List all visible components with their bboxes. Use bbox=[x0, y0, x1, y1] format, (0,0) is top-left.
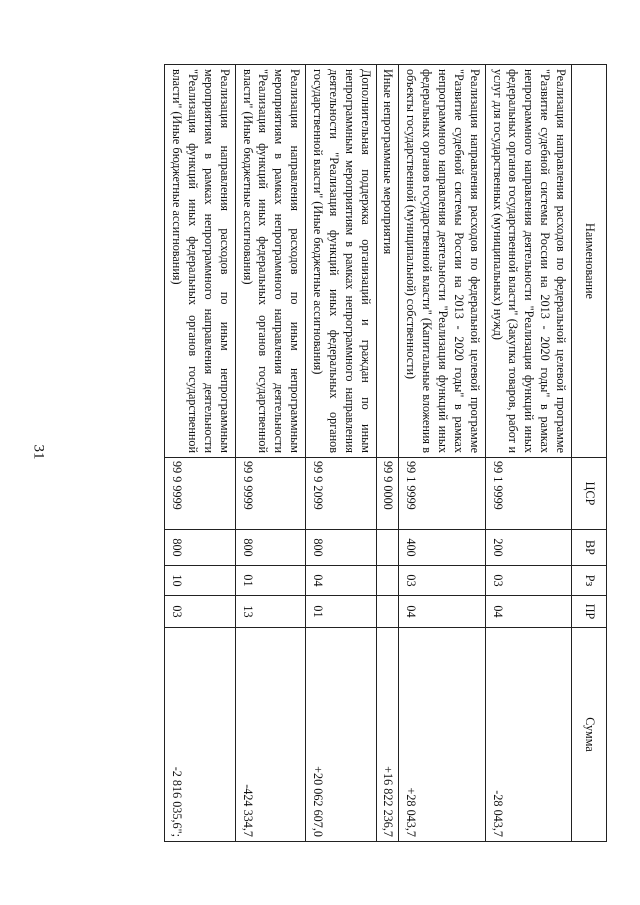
row-name: Реализация направления расходов по федеральной целевой программе "Развитие судебной системы России на 2013 - 2020 годы" в рамках непрограммного направления деятельности "Реализация функций иных федеральных органов государственной власти" (Закупка товаров, работ и услуг для государственных (муниципальных) нужд) bbox=[485, 65, 571, 458]
row-rz: 01 bbox=[235, 566, 305, 596]
header-rz: Рз bbox=[572, 566, 607, 596]
rotated-page-content bbox=[92, 64, 607, 841]
budget-table bbox=[164, 64, 607, 842]
table-row bbox=[376, 65, 399, 842]
table-row bbox=[165, 65, 235, 842]
row-tsr: 99 9 0000 bbox=[376, 458, 399, 530]
row-tsr: 99 1 9999 bbox=[485, 458, 571, 530]
row-rz bbox=[376, 566, 399, 596]
row-name: Дополнительная поддержка организаций и граждан по иным непрограммным мероприятиям в рамках непрограммного направления деятельности "Реализация функций иных федеральных органов государственной власти" (Иные бюджетные ассигнования) bbox=[306, 65, 376, 458]
row-vr: 800 bbox=[306, 530, 376, 566]
table-header-row bbox=[572, 65, 607, 842]
row-name: Реализация направления расходов по иным непрограммным мероприятиям в рамках непрограммного направления деятельности "Реализация функций иных федеральных органов государственной власти" (Иные бюджетные ассигнования) bbox=[235, 65, 305, 458]
row-sum: +28 043,7 bbox=[399, 628, 485, 842]
header-name: Наименование bbox=[572, 65, 607, 458]
row-pr: 04 bbox=[485, 596, 571, 628]
row-pr: 01 bbox=[306, 596, 376, 628]
table-row bbox=[306, 65, 376, 842]
row-vr: 400 bbox=[399, 530, 485, 566]
row-rz: 03 bbox=[485, 566, 571, 596]
row-tsr: 99 9 2099 bbox=[306, 458, 376, 530]
row-sum: -2 816 035,6"; bbox=[165, 628, 235, 842]
row-tsr: 99 1 9999 bbox=[399, 458, 485, 530]
row-vr: 800 bbox=[165, 530, 235, 566]
row-pr: 13 bbox=[235, 596, 305, 628]
row-pr: 03 bbox=[165, 596, 235, 628]
row-vr: 800 bbox=[235, 530, 305, 566]
table-row bbox=[235, 65, 305, 842]
page-number: 31 bbox=[30, 444, 47, 460]
table-row bbox=[399, 65, 485, 842]
row-sum: -424 334,7 bbox=[235, 628, 305, 842]
row-name: Реализация направления расходов по федеральной целевой программе "Развитие судебной системы России на 2013 - 2020 годы" в рамках непрограммного направления деятельности "Реализация функций иных федеральных органов государственной власти" (Капитальные вложения в объекты государственной (муниципальной) собственности) bbox=[399, 65, 485, 458]
row-rz: 03 bbox=[399, 566, 485, 596]
row-sum: +16 822 236,7 bbox=[376, 628, 399, 842]
row-sum: +20 062 607,0 bbox=[306, 628, 376, 842]
row-rz: 10 bbox=[165, 566, 235, 596]
row-name: Иные непрограммные мероприятия bbox=[376, 65, 399, 458]
header-sum: Сумма bbox=[572, 628, 607, 842]
row-vr bbox=[376, 530, 399, 566]
table-row bbox=[485, 65, 571, 842]
row-vr: 200 bbox=[485, 530, 571, 566]
header-tsr: ЦСР bbox=[572, 458, 607, 530]
row-sum: -28 043,7 bbox=[485, 628, 571, 842]
row-pr bbox=[376, 596, 399, 628]
header-vr: ВР bbox=[572, 530, 607, 566]
row-pr: 04 bbox=[399, 596, 485, 628]
row-tsr: 99 9 9999 bbox=[165, 458, 235, 530]
row-name: Реализация направления расходов по иным непрограммным мероприятиям в рамках непрограммного направления деятельности "Реализация функций иных федеральных органов государственной власти" (Иные бюджетные ассигнования) bbox=[165, 65, 235, 458]
header-pr: ПР bbox=[572, 596, 607, 628]
row-rz: 04 bbox=[306, 566, 376, 596]
row-tsr: 99 9 9999 bbox=[235, 458, 305, 530]
